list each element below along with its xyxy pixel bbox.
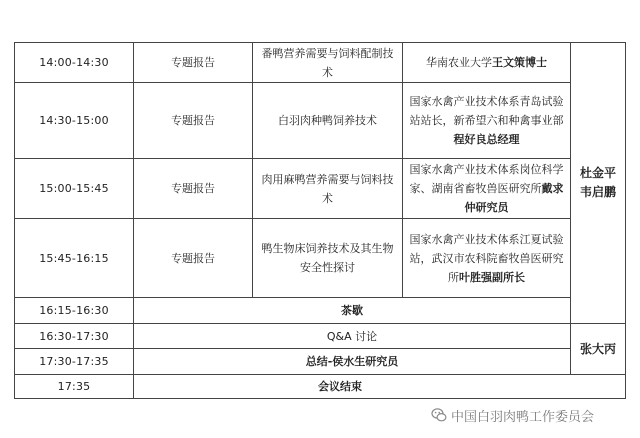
schedule-table [14,42,626,399]
table-row [15,298,626,324]
summary-cell: 总结-侯水生研究员 [134,349,571,375]
table-row [15,83,626,159]
time-cell: 17:30-17:35 [15,349,134,375]
table-row [15,159,626,219]
session-type-cell: 专题报告 [134,219,253,298]
time-cell: 15:45-16:15 [15,219,134,298]
table-row [15,375,626,399]
speaker-cell [403,83,571,159]
speaker-name: 戴求仲研究员 [464,182,564,214]
tea-break-cell: 茶歇 [134,298,571,324]
speaker-name: 叶胜强副所长 [459,270,525,284]
chair-cell: 杜金平 韦启鹏 [571,43,626,324]
qa-cell: Q&A 讨论 [134,324,571,349]
topic-cell: 肉用麻鸭营养需要与饲料技术 [253,159,403,219]
table-row [15,43,626,83]
table-row [15,349,626,375]
time-cell: 16:15-16:30 [15,298,134,324]
speaker-cell [403,219,571,298]
topic-cell: 白羽肉种鸭饲养技术 [253,83,403,159]
session-type-cell: 专题报告 [134,83,253,159]
closing-cell: 会议结束 [134,375,626,399]
time-cell: 16:30-17:30 [15,324,134,349]
session-type-cell: 专题报告 [134,43,253,83]
time-cell: 17:35 [15,375,134,399]
session-type-cell: 专题报告 [134,159,253,219]
table-row [15,324,626,349]
topic-cell: 鸭生物床饲养技术及其生物安全性探讨 [253,219,403,298]
wechat-icon [431,407,447,423]
speaker-affiliation: 国家水禽产业技术体系青岛试验站站长，新希望六和种禽事业部 [409,95,564,127]
speaker-affiliation: 国家水禽产业技术体系岗位科学家、湖南省畜牧兽医研究所 [409,163,564,195]
table-row [15,219,626,298]
watermark-text: 中国白羽肉鸭工作委员会 [451,409,595,425]
time-cell: 15:00-15:45 [15,159,134,219]
time-cell: 14:30-15:00 [15,83,134,159]
speaker-cell [403,43,571,83]
speaker-affiliation: 华南农业大学 [426,56,492,69]
speaker-name: 王文策博士 [492,56,547,69]
time-cell: 14:00-14:30 [15,43,134,83]
topic-cell: 番鸭营养需要与饲料配制技术 [253,43,403,83]
speaker-affiliation: 国家水禽产业技术体系江夏试验站，武汉市农科院畜牧兽医研究所 [409,232,564,284]
speaker-name: 程好良总经理 [453,133,520,146]
speaker-cell [403,159,571,219]
chair-cell: 张大丙 [571,324,626,375]
wechat-watermark [431,404,636,426]
